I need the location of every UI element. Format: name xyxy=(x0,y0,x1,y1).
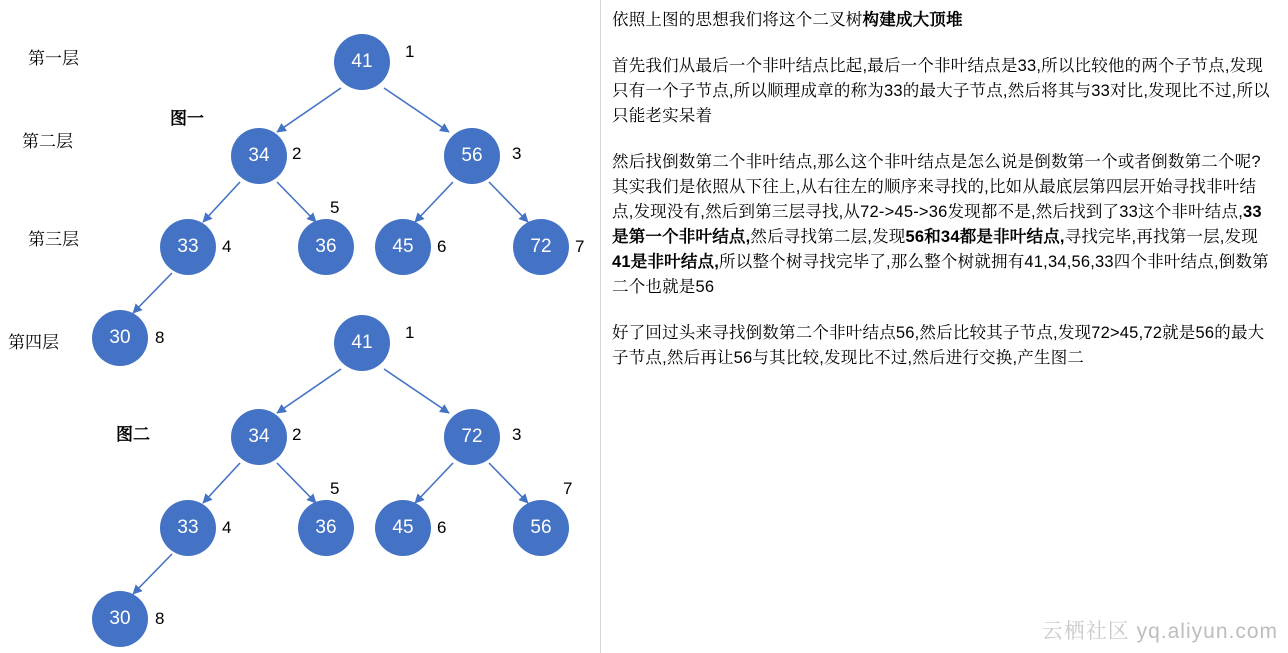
node-index: 2 xyxy=(292,144,302,163)
tree-node[interactable]: 34 xyxy=(231,409,287,465)
node-index: 1 xyxy=(405,42,415,61)
tree-node[interactable]: 30 xyxy=(92,310,148,366)
node-index: 6 xyxy=(437,237,447,256)
node-index: 6 xyxy=(437,518,447,537)
tree-node[interactable]: 41 xyxy=(334,315,390,371)
paragraph-2: 首先我们从最后一个非叶结点比起,最后一个非叶结点是33,所以比较他的两个子节点,发现只有一个子节点,所以顺理成章的称为33的最大子节点,然后将其与33对比,发现比不过,所以只能老实呆着 xyxy=(612,57,1270,125)
node-index: 5 xyxy=(330,198,340,217)
node-index: 4 xyxy=(222,518,232,537)
layer-label-1: 第一层 xyxy=(28,49,79,68)
diagram-pane xyxy=(0,0,600,653)
figure-one-caption: 图一 xyxy=(170,109,204,128)
tree-node[interactable]: 56 xyxy=(513,500,569,556)
paragraph-3-part-a: 然后找倒数第二个非叶结点,那么这个非叶结点是怎么说是倒数第一个或者倒数第二个呢?其实我们是依照从下往上,从右往左的顺序来寻找的,比如从最底层第四层开始寻找非叶结点,发现没有,然后到第三层寻找,从72->45->36发现都不是,然后找到了33这个非叶结点, xyxy=(612,153,1261,221)
paragraph-1 xyxy=(612,8,1274,33)
watermark-brand: 云栖社区 xyxy=(1041,620,1130,643)
watermark xyxy=(1042,615,1278,645)
pane-divider xyxy=(600,0,601,653)
layer-label-4: 第四层 xyxy=(8,333,59,352)
layer-label-3: 第三层 xyxy=(28,230,79,249)
node-index: 5 xyxy=(330,479,340,498)
node-index: 8 xyxy=(155,609,165,628)
node-index: 7 xyxy=(575,237,585,256)
tree-node[interactable]: 41 xyxy=(334,34,390,90)
node-index: 4 xyxy=(222,237,232,256)
paragraph-3-part-f: 41是非叶结点, xyxy=(612,253,720,271)
paragraph-1-part-a: 依照上图的思想我们将这个二叉树 xyxy=(612,11,863,29)
paragraph-1-part-b: 构建成大顶堆 xyxy=(862,11,963,29)
paragraph-3-part-c: 然后寻找第二层,发现 xyxy=(750,228,906,246)
explanation-pane xyxy=(608,0,1280,653)
paragraph-3-part-b: 33是第一个非叶结点, xyxy=(612,203,1262,246)
paragraph-3-part-d: 56和34都是非叶结点, xyxy=(905,228,1065,246)
tree-node[interactable]: 36 xyxy=(298,500,354,556)
node-index: 1 xyxy=(405,323,415,342)
tree-node[interactable]: 45 xyxy=(375,219,431,275)
tree-node[interactable]: 36 xyxy=(298,219,354,275)
paragraph-3-part-g: 所以整个树寻找完毕了,那么整个树就拥有41,34,56,33四个非叶结点,倒数第二个也就是56 xyxy=(612,253,1269,296)
node-index: 8 xyxy=(155,328,165,347)
tree-node[interactable]: 33 xyxy=(160,219,216,275)
tree-edges xyxy=(0,0,600,653)
node-index: 7 xyxy=(563,479,573,498)
watermark-site: yq.aliyun.com xyxy=(1136,620,1278,643)
tree-node[interactable]: 34 xyxy=(231,128,287,184)
node-index: 2 xyxy=(292,425,302,444)
tree-node[interactable]: 72 xyxy=(444,409,500,465)
paragraph-3-part-e: 寻找完毕,再找第一层,发现 xyxy=(1064,228,1258,246)
paragraph-4: 好了回过头来寻找倒数第二个非叶结点56,然后比较其子节点,发现72>45,72就是56的最大子节点,然后再让56与其比较,发现比不过,然后进行交换,产生图二 xyxy=(612,324,1265,367)
paragraph-3 xyxy=(612,150,1274,300)
node-index: 3 xyxy=(512,425,522,444)
tree-node[interactable]: 45 xyxy=(375,500,431,556)
tree-node[interactable]: 56 xyxy=(444,128,500,184)
tree-node[interactable]: 33 xyxy=(160,500,216,556)
figure-two-caption: 图二 xyxy=(116,425,150,444)
tree-node[interactable]: 30 xyxy=(92,591,148,647)
node-index: 3 xyxy=(512,144,522,163)
layer-label-2: 第二层 xyxy=(22,132,73,151)
tree-node[interactable]: 72 xyxy=(513,219,569,275)
